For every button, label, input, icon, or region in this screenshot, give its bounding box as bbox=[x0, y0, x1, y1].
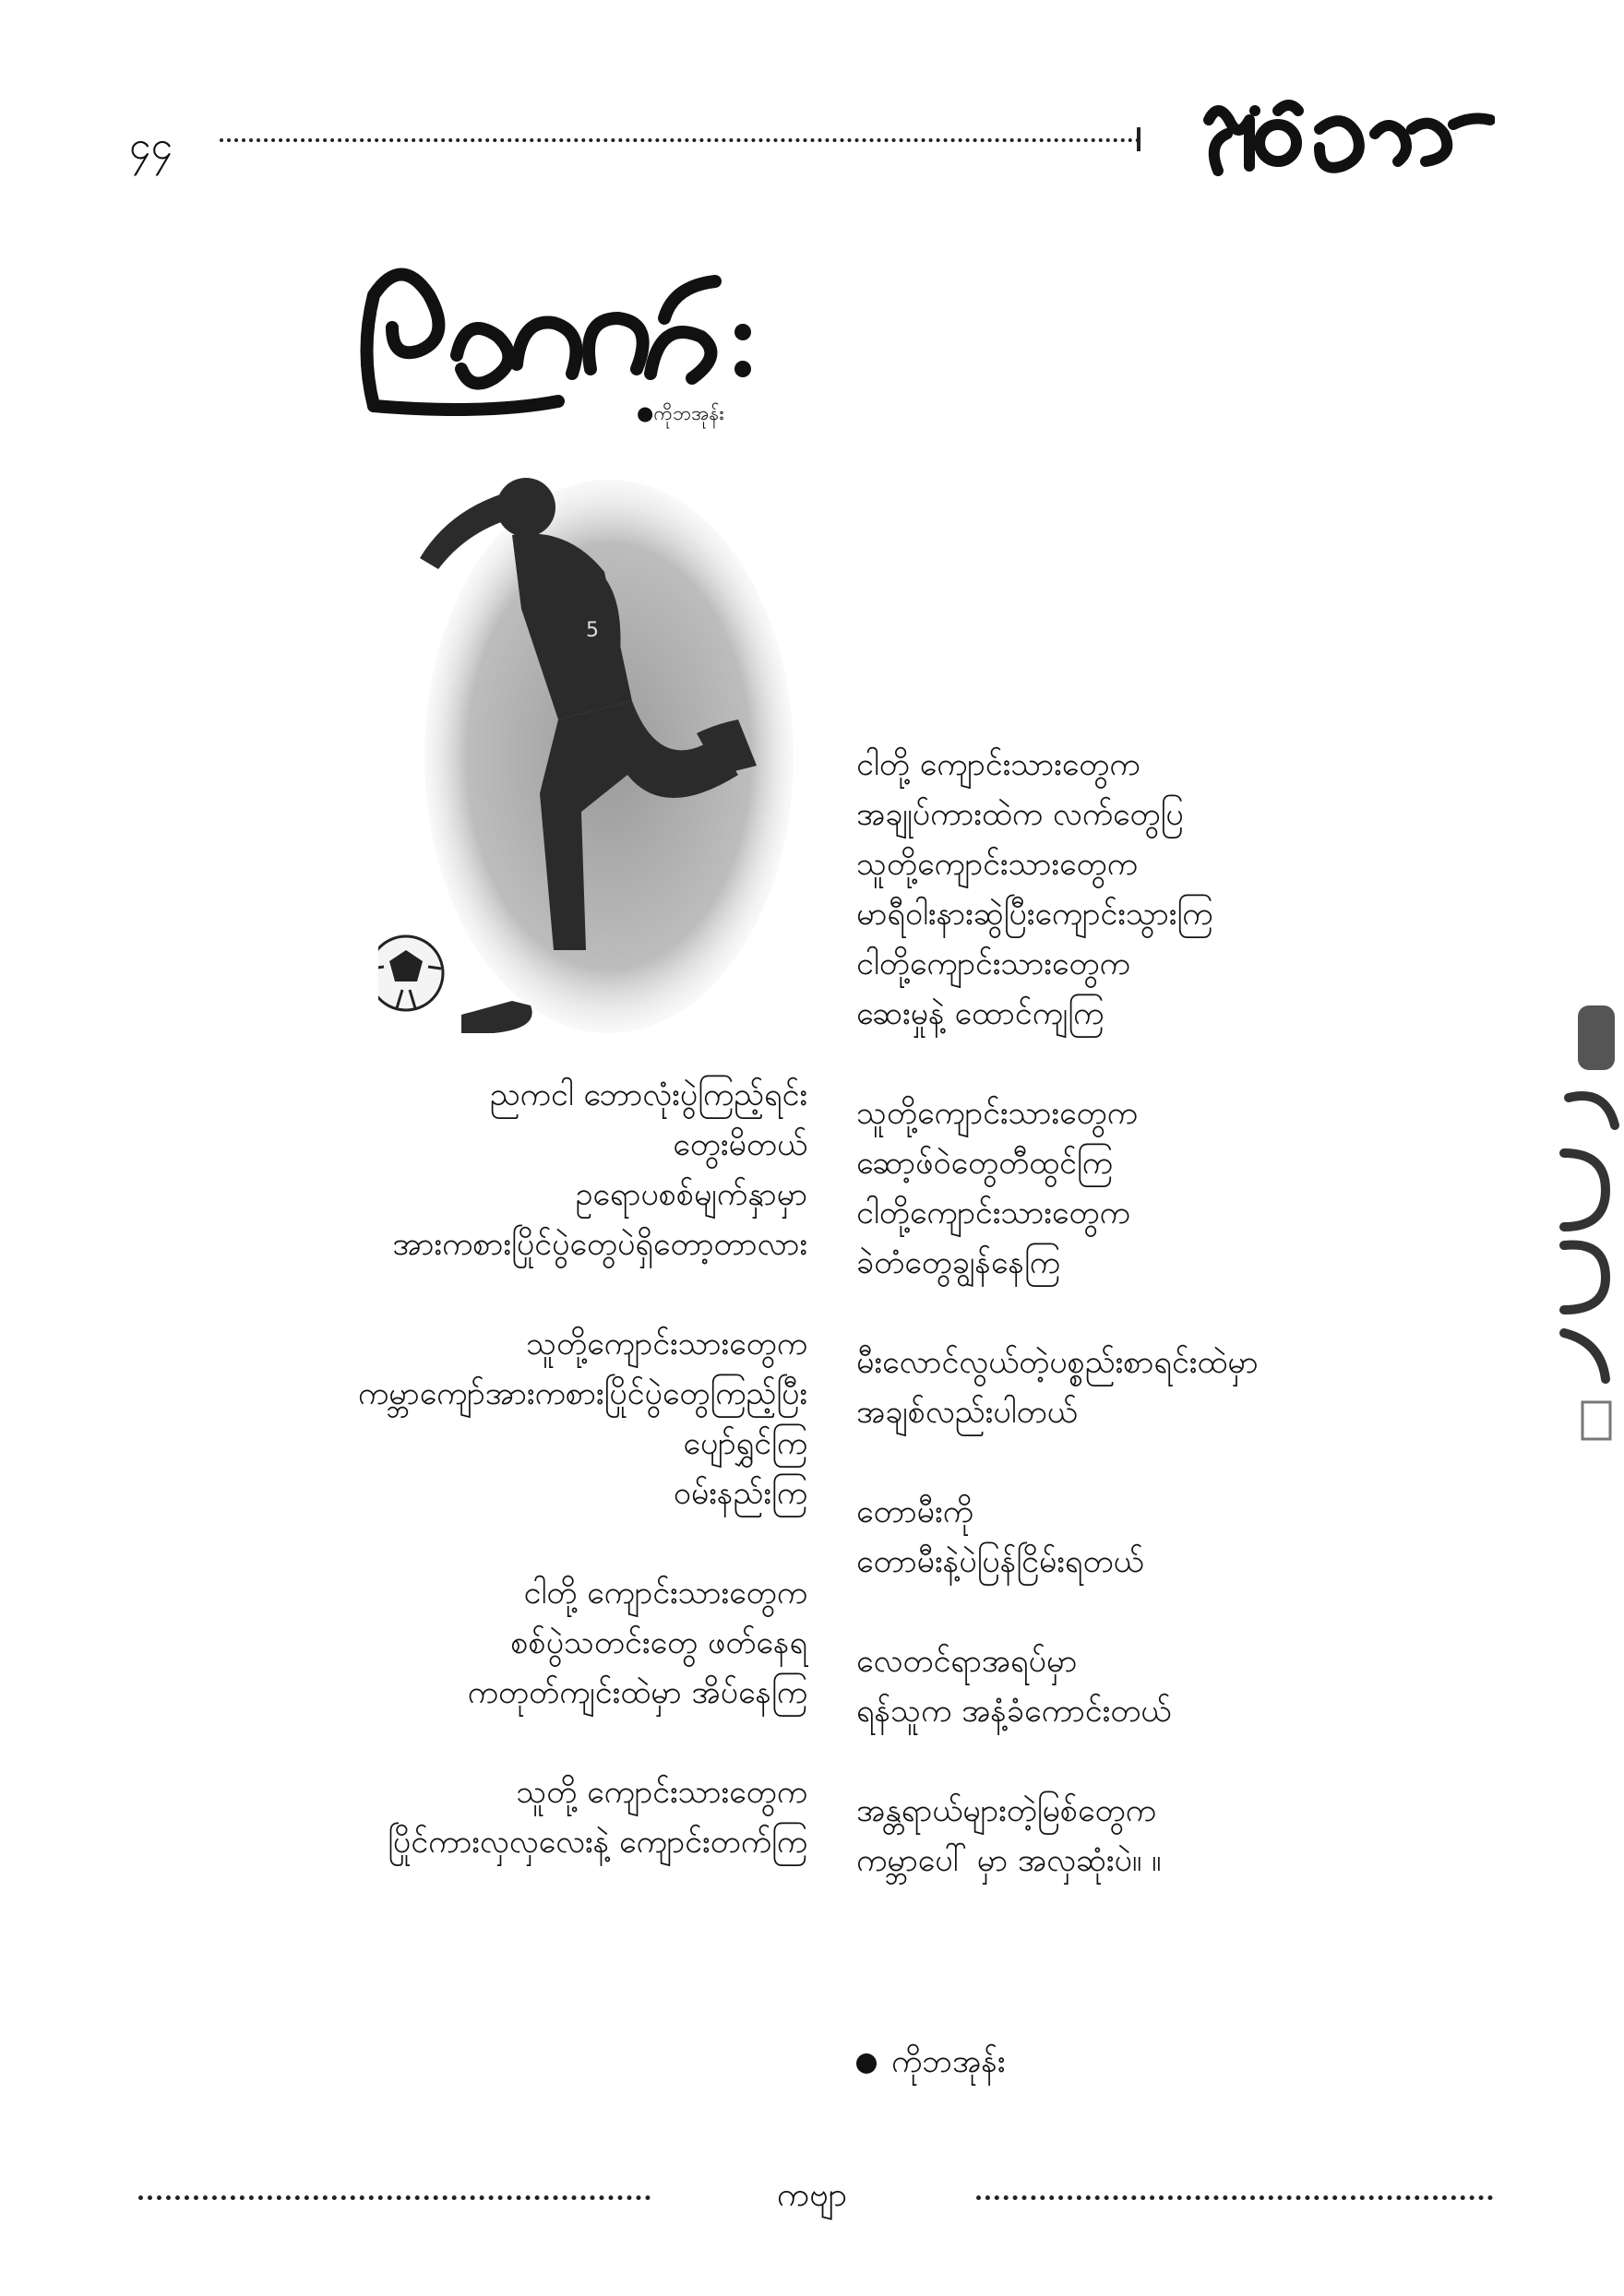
header-rule-end bbox=[1137, 127, 1140, 151]
poem-line: မီးလောင်လွယ်တဲ့ပစ္စည်းစာရင်းထဲမှာ bbox=[856, 1344, 1259, 1381]
poem-line: ကမ္ဘာကျော်အားကစားပြိုင်ပွဲတွေကြည့်ပြီး bbox=[357, 1375, 807, 1412]
stanza-break bbox=[856, 1736, 1502, 1786]
poem-line: ငါတို့ ကျောင်းသားတွေက bbox=[523, 1575, 807, 1612]
poem-line: ဆေးမှုနဲ့ ထောင်ကျကြ bbox=[856, 995, 1105, 1032]
poem-line: ခဲတံတွေချွန်နေကြ bbox=[856, 1244, 1060, 1281]
football-icon bbox=[378, 936, 443, 1010]
author-name: ကိုဘအုန်း bbox=[891, 2043, 1006, 2080]
poem-line: တွေးမိတယ် bbox=[673, 1126, 807, 1163]
poem-right-column bbox=[856, 740, 1502, 1886]
byline-top: ●ကိုဘအုန်း bbox=[637, 402, 724, 424]
poem-line: ငါတို့ကျောင်းသားတွေက bbox=[856, 1195, 1130, 1231]
poem-line: အချစ်လည်းပါတယ် bbox=[856, 1394, 1078, 1431]
stanza-break bbox=[0, 1269, 807, 1319]
footballer-photo bbox=[378, 452, 821, 1061]
stanza-break bbox=[0, 1718, 807, 1767]
poem-line: ဆော့ဖ်ဝဲတွေတီထွင်ကြ bbox=[856, 1145, 1113, 1182]
bullet-icon bbox=[856, 2053, 877, 2074]
poem-line: မာရီဝါးနားဆွဲပြီးကျောင်းသွားကြ bbox=[856, 896, 1213, 933]
poem-line: သူတို့ကျောင်းသားတွေက bbox=[856, 846, 1138, 883]
poem-line: သူတို့ကျောင်းသားတွေက bbox=[856, 1095, 1138, 1132]
poem-line: သူတို့ကျောင်းသားတွေက bbox=[526, 1326, 807, 1362]
poem-line: လေတင်ရာအရပ်မှာ bbox=[856, 1643, 1078, 1680]
header-dotted-rule bbox=[220, 138, 1140, 142]
poem-line: အန္တရာယ်များတဲ့မြစ်တွေက bbox=[856, 1792, 1156, 1829]
stanza-break bbox=[856, 1587, 1502, 1636]
poem-line: ကမ္ဘာပေါ် မှာ အလှဆုံးပဲ။ ။ bbox=[856, 1842, 1162, 1879]
poem-line: ရန်သူက အနံ့ခံကောင်းတယ် bbox=[856, 1693, 1172, 1730]
footer-dotted-rule-left bbox=[138, 2195, 651, 2200]
poem-line: ပြိုင်ကားလှလှလေးနဲ့ ကျောင်းတက်ကြ bbox=[388, 1824, 807, 1861]
poem-line: စစ်ပွဲသတင်းတွေ ဖတ်နေရ bbox=[510, 1624, 807, 1661]
poem-line: တောမီးနဲ့ပဲပြန်ငြိမ်းရတယ် bbox=[856, 1543, 1144, 1580]
side-magazine-logo bbox=[1550, 969, 1624, 1485]
footer-dotted-rule-right bbox=[976, 2195, 1493, 2200]
stanza-break bbox=[856, 1437, 1502, 1487]
stanza-break bbox=[856, 1039, 1502, 1089]
poem-line: တောမီးကို bbox=[856, 1493, 973, 1530]
section-label: ကဗျာ bbox=[776, 2176, 848, 2214]
page-number: ၄၄ bbox=[129, 123, 173, 168]
stanza-break bbox=[0, 1518, 807, 1568]
svg-text:5: 5 bbox=[586, 619, 599, 642]
poem-line: ညကငါ ဘောလုံးပွဲကြည့်ရင်း bbox=[489, 1077, 807, 1113]
poem-line: သူတို့ ကျောင်းသားတွေက bbox=[516, 1774, 807, 1811]
poem-line: ငါတို့ကျောင်းသားတွေက bbox=[856, 946, 1130, 982]
magazine-logo bbox=[1190, 92, 1495, 194]
poem-line: အချုပ်ကားထဲက လက်တွေပြ bbox=[856, 796, 1184, 833]
poem-line: အားကစားပြိုင်ပွဲတွေပဲရှိတော့တာလား bbox=[392, 1226, 807, 1263]
poem-line: ဝမ်းနည်းကြ bbox=[673, 1475, 807, 1512]
poem-line: ဥရောပစစ်မျက်နှာမှာ bbox=[575, 1176, 807, 1213]
poem-line: ပျော်ရွှင်ကြ bbox=[683, 1425, 807, 1462]
poem-line: ငါတို့ ကျောင်းသားတွေက bbox=[856, 746, 1140, 783]
poem-left-column bbox=[0, 1070, 807, 1867]
author-signature bbox=[856, 2037, 1005, 2087]
stanza-break bbox=[856, 1288, 1502, 1338]
poem-line: ကတုတ်ကျင်းထဲမှာ အိပ်နေကြ bbox=[467, 1674, 807, 1711]
